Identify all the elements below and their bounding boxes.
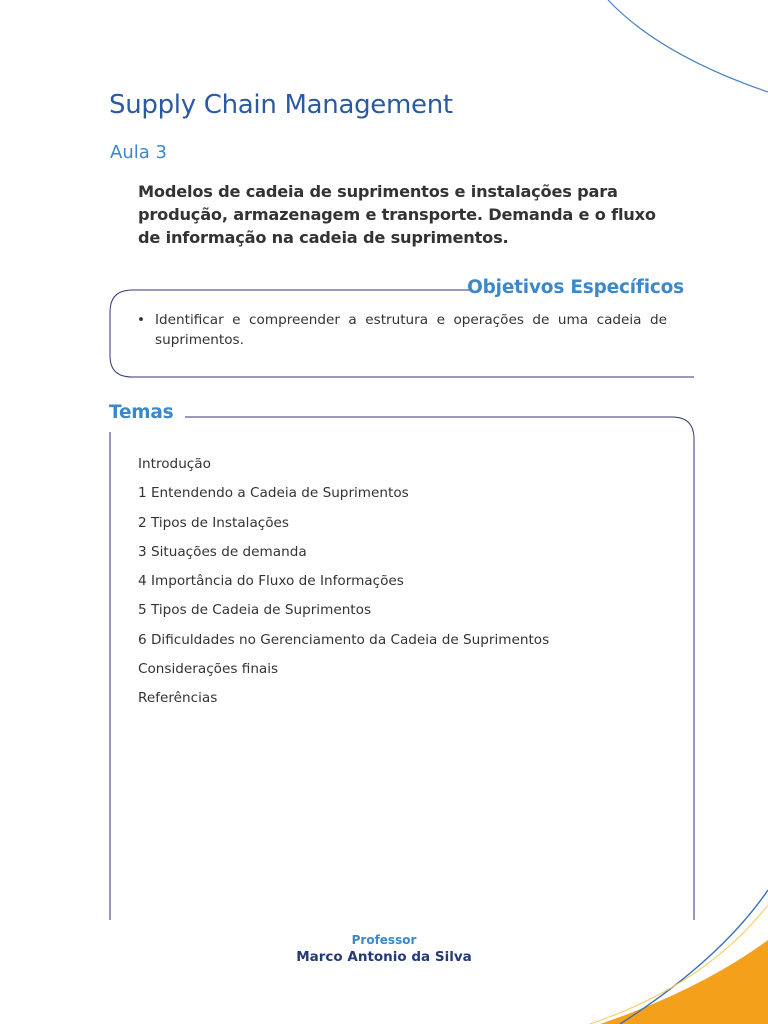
topics-heading: Temas [109,402,174,423]
topic-item: Considerações finais [138,661,279,678]
professor-name: Marco Antonio da Silva [296,949,472,965]
topics-list [138,450,549,714]
topic-item: 3 Situações de demanda [138,543,307,560]
bullet-icon: • [137,312,146,328]
lesson-number: Aula 3 [110,142,167,163]
course-title: Supply Chain Management [109,90,453,120]
topic-item: 1 Entendendo a Cadeia de Suprimentos [138,485,409,502]
objectives-heading: Objetivos Específicos [467,277,684,298]
objectives-list [137,310,667,350]
topic-item: 5 Tipos de Cadeia de Suprimentos [138,602,372,619]
corner-arc-top [608,0,768,92]
professor-label: Professor [351,933,417,947]
objective-item [137,310,667,350]
topic-item: 4 Importância do Fluxo de Informações [138,573,404,590]
lesson-description: Modelos de cadeia de suprimentos e instalações para produção, armazenagem e transporte. Demanda e o fluxo de informação na cadeia de suprimentos. [138,182,656,247]
topic-item: 2 Tipos de Instalações [138,514,290,531]
topic-item: Referências [138,690,218,707]
topic-item: 6 Dificuldades no Gerenciamento da Cadeia de Suprimentos [138,631,550,648]
objective-text: Identificar e compreender a estrutura e operações de uma cadeia de suprimentos. [155,312,667,348]
topic-item: Introdução [138,456,211,472]
